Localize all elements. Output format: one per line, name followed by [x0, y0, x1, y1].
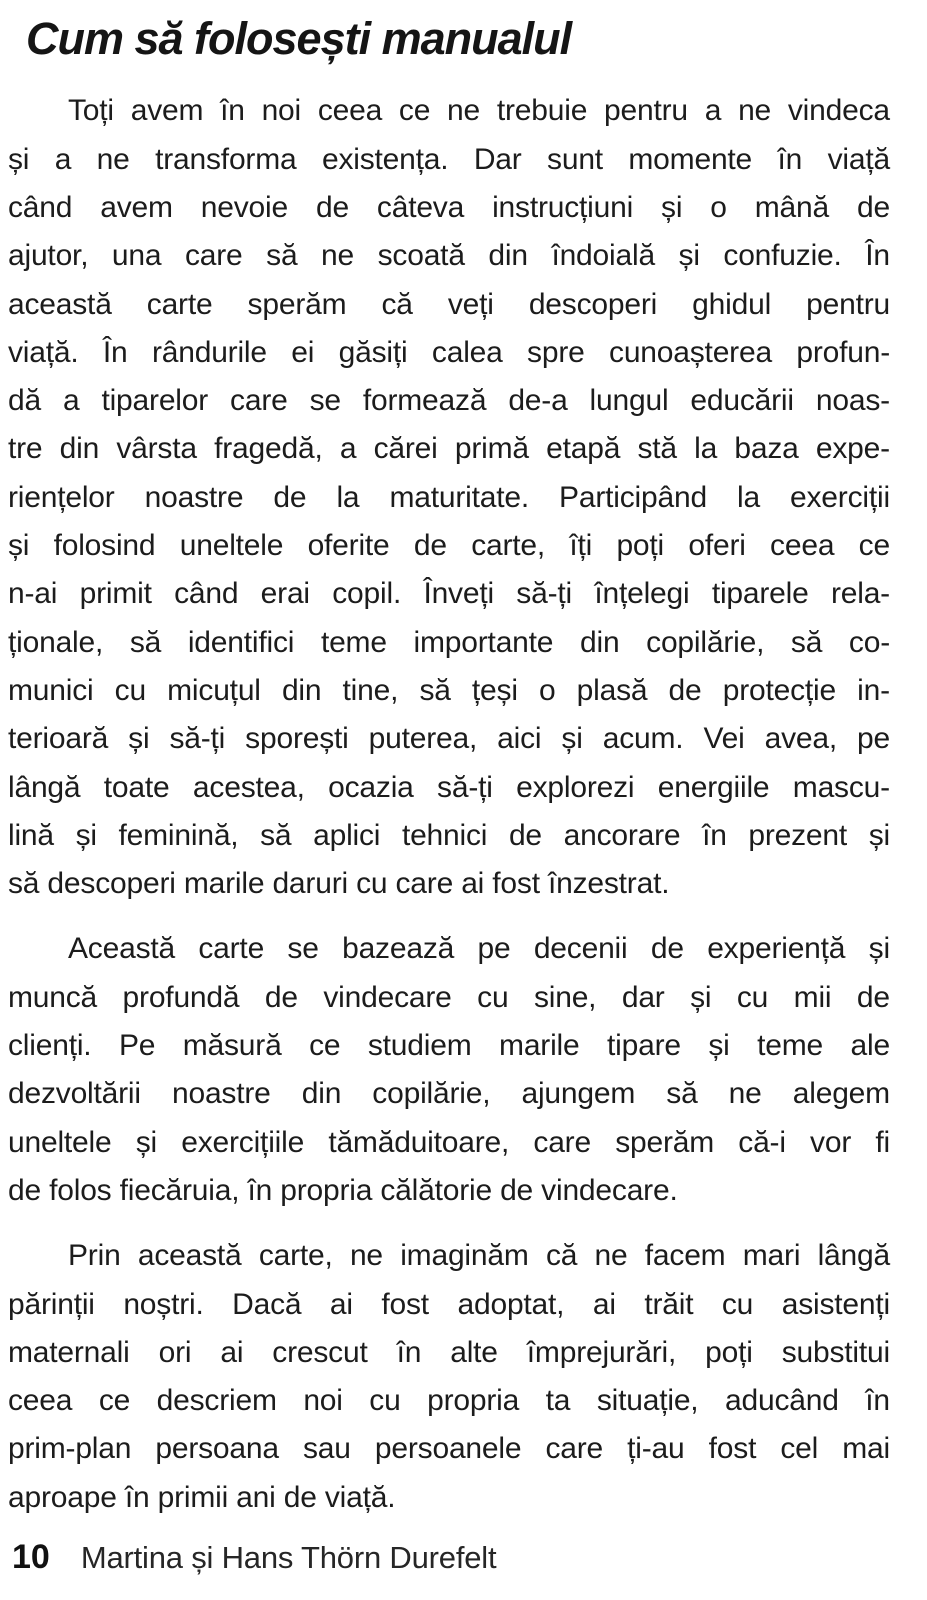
text-line: dezvoltării noastre din copilărie, ajungem să ne alegem [8, 1077, 890, 1111]
text-line: riențelor noastre de la maturitate. Participând la exerciții [8, 480, 890, 514]
text-line: să descoperi marile daruri cu care ai fost înzestrat. [8, 867, 670, 901]
text-line: prim-plan persoana sau persoanele care ți-au fost cel mai [8, 1432, 890, 1466]
text-line: dă a tiparelor care se formează de-a lungul educării noas- [8, 384, 890, 418]
paragraph [8, 87, 890, 908]
text-line: când avem nevoie de câteva instrucțiuni și o mână de [8, 190, 890, 224]
text-line: ționale, să identifici teme importante din copilărie, să co- [8, 625, 890, 659]
page-footer [12, 1540, 890, 1574]
text-line: munici cu micuțul din tine, să țeși o plasă de protecție in- [8, 673, 890, 707]
text-line: terioară și să-ți sporești puterea, aici și acum. Vei avea, pe [8, 722, 890, 756]
text-line: această carte sperăm că veți descoperi ghidul pentru [8, 287, 890, 321]
text-line: muncă profundă de vindecare cu sine, dar și cu mii de [8, 980, 890, 1014]
text-line: Toți avem în noi ceea ce ne trebuie pentru a ne vindeca [68, 94, 890, 128]
text-line: uneltele și exercițiile tămăduitoare, care sperăm că-i vor fi [8, 1125, 890, 1159]
text-line: lângă toate acestea, ocazia să-ți explorezi energiile mascu- [8, 770, 890, 804]
text-line: și a ne transforma existența. Dar sunt momente în viață [8, 142, 890, 176]
chapter-title: Cum să folosești manualul [26, 13, 572, 64]
text-line: ajutor, una care să ne scoată din îndoială și confuzie. În [8, 239, 890, 273]
paragraph [8, 925, 890, 1215]
text-line: maternali ori ai crescut în alte împrejurări, poți substitui [8, 1335, 890, 1369]
text-line: de folos fiecăruia, în propria călătorie de vindecare. [8, 1173, 678, 1207]
text-line: Prin această carte, ne imaginăm că ne facem mari lângă [68, 1239, 890, 1273]
text-line: clienți. Pe măsură ce studiem marile tipare și teme ale [8, 1029, 890, 1063]
running-footer: Martina și Hans Thörn Durefelt [80, 1540, 497, 1575]
page-body [8, 87, 890, 1522]
text-line: aproape în primii ani de viață. [8, 1480, 396, 1514]
paragraph [8, 1232, 890, 1522]
page-number: 10 [12, 1538, 50, 1576]
text-line: viață. În rândurile ei găsiți calea spre cunoașterea profun- [8, 335, 890, 369]
text-line: n-ai primit când erai copil. Înveți să-ți înțelegi tiparele rela- [8, 577, 890, 611]
text-line: ceea ce descriem noi cu propria ta situație, aducând în [8, 1384, 890, 1418]
text-line: tre din vârsta fragedă, a cărei primă etapă stă la baza expe- [8, 432, 890, 466]
text-line: lină și feminină, să aplici tehnici de ancorare în prezent și [8, 818, 890, 852]
text-line: părinții noștri. Dacă ai fost adoptat, ai trăit cu asistenți [8, 1287, 890, 1321]
text-line: și folosind uneltele oferite de carte, îți poți oferi ceea ce [8, 529, 890, 563]
text-line: Această carte se bazează pe decenii de experiență și [68, 932, 890, 966]
